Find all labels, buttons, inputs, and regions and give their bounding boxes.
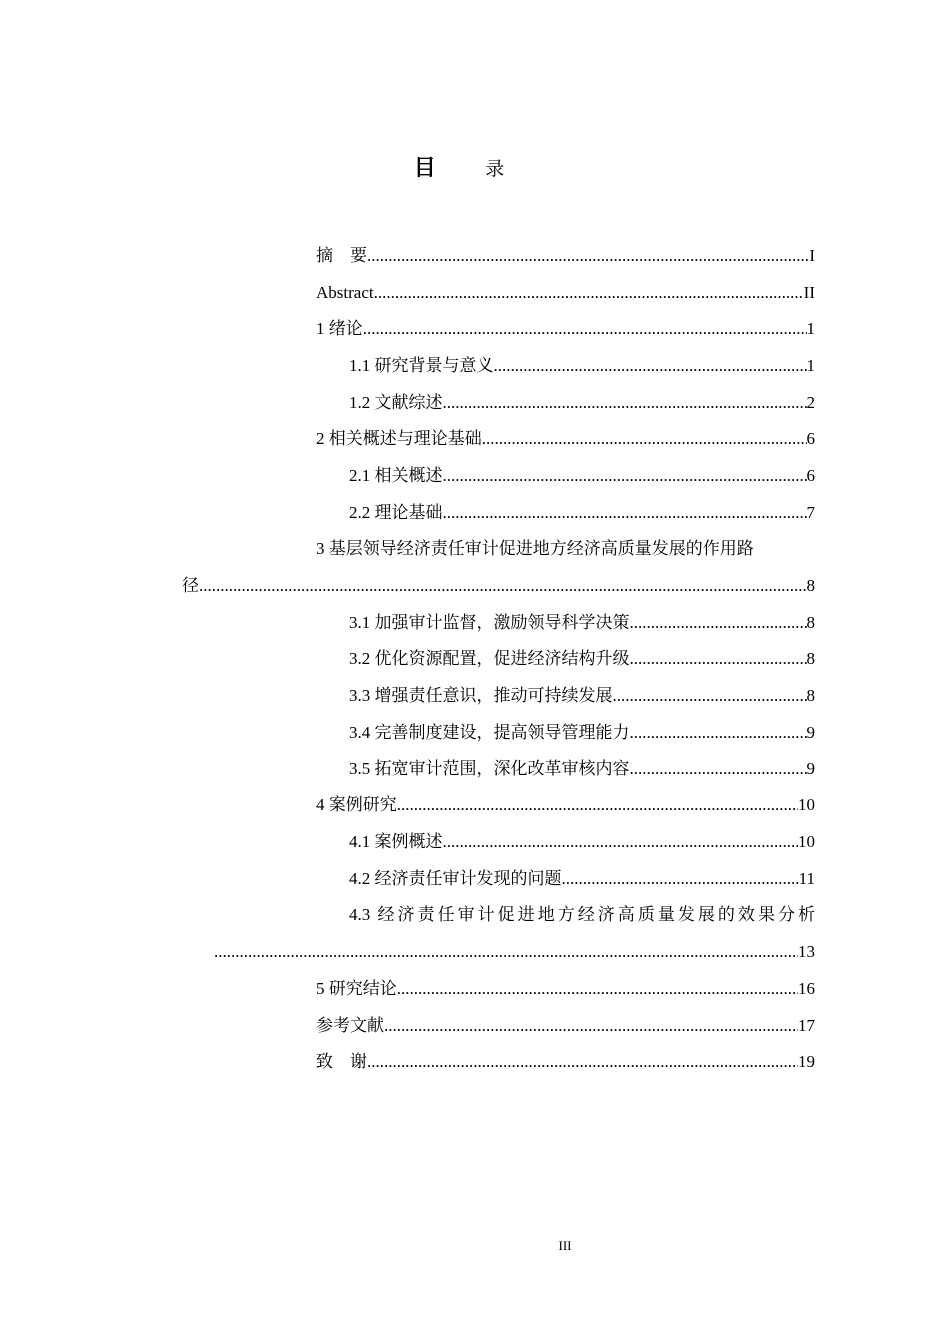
toc-entry-page: 8 (806, 576, 815, 595)
toc-entry-chapter-2[interactable] (316, 424, 815, 450)
toc-entry-chapter-4[interactable] (316, 790, 815, 816)
toc-entry-section-2-1[interactable] (349, 461, 815, 487)
toc-entry-label: Abstract (316, 283, 374, 302)
page-number: III (558, 1238, 572, 1253)
toc-entry-page: I (809, 246, 815, 265)
toc-entry-chapter-1[interactable] (316, 314, 815, 340)
toc-entry-page: 1 (806, 356, 815, 375)
toc-entry-page: 2 (806, 393, 815, 412)
toc-entry-label: 致 谢 (316, 1052, 367, 1071)
toc-leader-dots (374, 282, 804, 304)
toc-entry-page: 8 (806, 649, 815, 668)
toc-entry-section-3-4[interactable] (349, 718, 815, 744)
toc-entry-label: 2.1 相关概述 (349, 466, 443, 485)
toc-leader-dots (443, 392, 807, 414)
toc-entry-references[interactable] (316, 1011, 815, 1037)
toc-leader-dots (613, 685, 807, 707)
toc-entry-label: 3.2 优化资源配置，促进经济结构升级 (349, 649, 630, 668)
toc-entry-chapter-3-line1[interactable]: 3 基层领导经济责任审计促进地方经济高质量发展的作用路 (316, 539, 754, 558)
toc-entry-label: 3.1 加强审计监督，激励领导科学决策 (349, 613, 630, 632)
toc-entry-section-4-1[interactable] (349, 827, 815, 853)
toc-entry-chapter-3-line2[interactable] (182, 571, 815, 597)
toc-leader-dots (199, 575, 807, 597)
toc-entry-abstract-cn[interactable] (316, 241, 815, 267)
toc-leader-dots (443, 465, 807, 487)
toc-entry-label: 3.3 增强责任意识，推动可持续发展 (349, 686, 613, 705)
toc-entry-label: 2 相关概述与理论基础 (316, 429, 482, 448)
toc-entry-label: 4.1 案例概述 (349, 832, 443, 851)
toc-leader-dots (397, 794, 798, 816)
toc-leader-dots (443, 831, 799, 853)
toc-entry-label: 5 研究结论 (316, 979, 397, 998)
toc-entry-page: 9 (806, 759, 815, 778)
toc-entry-acknowledgements[interactable] (316, 1047, 815, 1073)
toc-entry-abstract-en[interactable] (316, 278, 815, 304)
toc-leader-dots (482, 428, 807, 450)
toc-entry-section-1-1[interactable] (349, 351, 815, 377)
toc-entry-label: 1 绪论 (316, 319, 363, 338)
toc-entry-label: 3.4 完善制度建设，提高领导管理能力 (349, 723, 630, 742)
toc-entry-page: 13 (798, 942, 815, 961)
toc-leader-dots (367, 245, 809, 267)
toc-entry-label: 参考文献 (316, 1016, 384, 1035)
toc-leader-dots (630, 612, 807, 634)
toc-entry-page: 9 (806, 723, 815, 742)
toc-entry-section-3-5[interactable] (349, 754, 815, 780)
toc-leader-dots (630, 722, 807, 744)
toc-leader-dots (443, 502, 807, 524)
toc-entry-page: 7 (806, 503, 815, 522)
toc-entry-page: 8 (806, 686, 815, 705)
toc-entry-section-3-2[interactable] (349, 644, 815, 670)
toc-entry-page: 8 (806, 613, 815, 632)
toc-entry-page: 11 (798, 869, 815, 888)
toc-entry-chapter-5[interactable] (316, 974, 815, 1000)
toc-entry-page: 10 (798, 795, 815, 814)
toc-leader-dots (214, 941, 798, 963)
toc-leader-dots (367, 1051, 798, 1073)
toc-entry-label: 摘 要 (316, 246, 367, 265)
toc-entry-section-1-2[interactable] (349, 388, 815, 414)
toc-entry-section-4-3-line1[interactable]: 4.3 经济责任审计促进地方经济高质量发展的效果分析 (349, 905, 815, 924)
toc-entry-section-3-3[interactable] (349, 681, 815, 707)
toc-leader-dots (363, 318, 807, 340)
toc-entry-page: 19 (798, 1052, 815, 1071)
toc-entry-page: 6 (806, 466, 815, 485)
toc-entry-label: 1.1 研究背景与意义 (349, 356, 494, 375)
toc-entry-page: 6 (806, 429, 815, 448)
toc-entry-section-2-2[interactable] (349, 498, 815, 524)
toc-leader-dots (494, 355, 807, 377)
toc-entry-page: 1 (806, 319, 815, 338)
toc-entry-page: 17 (798, 1016, 815, 1035)
toc-entry-page: 10 (798, 832, 815, 851)
toc-entry-page: II (803, 283, 815, 302)
toc-entry-section-4-3-line2[interactable] (214, 937, 815, 963)
toc-leader-dots (630, 758, 807, 780)
toc-entry-label: 径 (182, 576, 199, 595)
toc-entry-label: 2.2 理论基础 (349, 503, 443, 522)
toc-entry-section-4-2[interactable] (349, 864, 815, 890)
toc-leader-dots (630, 648, 807, 670)
toc-entry-label: 3.5 拓宽审计范围，深化改革审核内容 (349, 759, 630, 778)
toc-title-part1: 目 (413, 156, 436, 181)
toc-entry-page: 16 (798, 979, 815, 998)
toc-leader-dots (384, 1015, 798, 1037)
toc-title-part2: 录 (485, 158, 505, 180)
toc-entry-label: 4 案例研究 (316, 795, 397, 814)
toc-leader-dots (562, 868, 799, 890)
toc-title (0, 152, 950, 185)
toc-entry-section-3-1[interactable] (349, 608, 815, 634)
toc-entry-label: 4.2 经济责任审计发现的问题 (349, 869, 562, 888)
toc-entry-label: 1.2 文献综述 (349, 393, 443, 412)
toc-leader-dots (397, 978, 798, 1000)
